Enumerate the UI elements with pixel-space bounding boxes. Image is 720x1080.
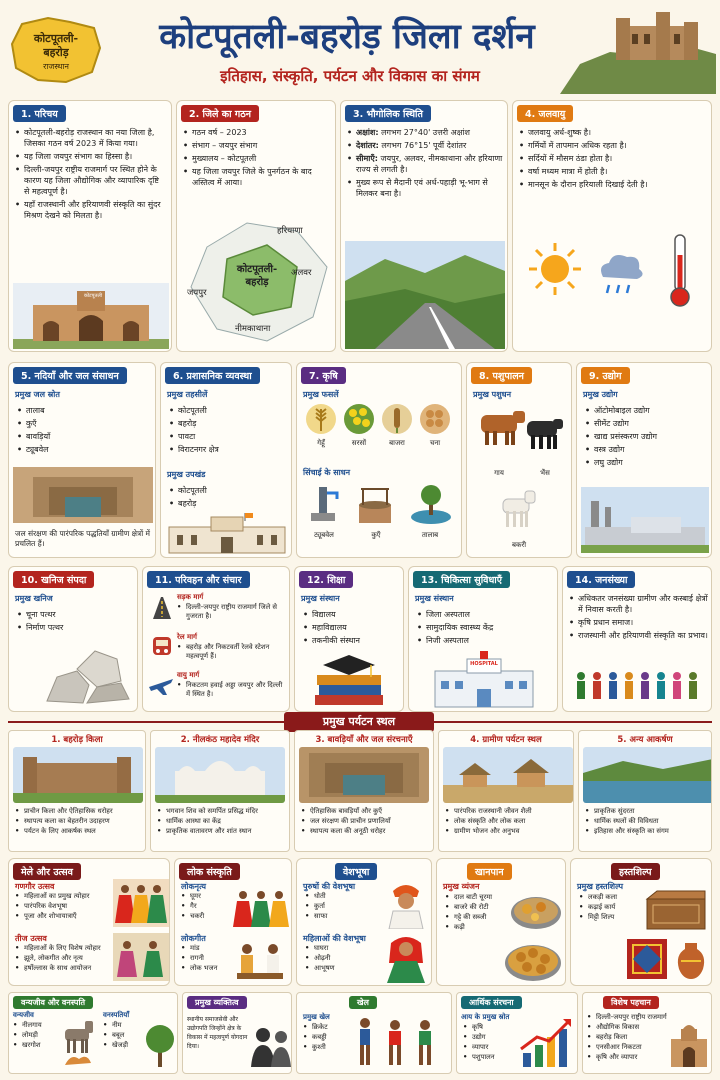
tour-card <box>8 730 146 852</box>
sub-heading: लोकगीत <box>181 934 206 943</box>
section-title: आर्थिक संरचना <box>461 996 522 1009</box>
list-item: • महाविद्यालय <box>303 622 403 633</box>
section-economy <box>456 992 578 1074</box>
crop-label: चना <box>429 439 441 447</box>
sub-heading: प्रमुख जल स्रोत <box>15 390 60 399</box>
factory-illustration <box>581 487 709 553</box>
section-minerals <box>8 566 138 712</box>
wheat-icon <box>305 403 337 435</box>
list-item: • मानसून के दौरान हरियाली दिखाई देती है। <box>519 179 709 190</box>
list-item: • कोटपूतली-बहरोड़ राजस्थान का नया जिला है, जिसका गठन वर्ष 2023 में किया गया। <box>15 127 165 149</box>
section-title: खानपान <box>467 863 512 880</box>
section-title: 11. परिवहन और संचार <box>147 571 250 588</box>
woman-attire-illustration <box>383 933 429 983</box>
stepwell-illustration <box>13 467 153 523</box>
list-item: • कुर्ता <box>305 902 375 911</box>
page-title: कोटपूतली-बहरोड़ जिला दर्शन <box>159 17 535 57</box>
map-label-north: हरियाणा <box>277 226 303 236</box>
list-item: • ओढ़नी <box>305 954 375 963</box>
list-item: • पावटा <box>169 431 289 442</box>
section-personalities <box>182 992 292 1074</box>
wooden-box-icon <box>643 887 709 933</box>
tourism-banner: प्रमुख पर्यटन स्थल <box>284 712 434 732</box>
header <box>0 0 720 96</box>
section-industry <box>576 362 712 558</box>
persons-icon <box>251 1023 291 1069</box>
thali-icon <box>509 889 563 931</box>
section-title: 8. पशुपालन <box>471 367 532 384</box>
latitude-value: लगभग 27°40' उत्तरी अक्षांश <box>381 128 470 137</box>
section-title: 2. जिले का गठन <box>181 105 259 122</box>
list-item: • औद्योगिक विकास <box>587 1023 671 1032</box>
list-item: • दिल्ली-जयपुर राष्ट्रीय राजमार्ग <box>587 1013 671 1022</box>
list-item: • महिलाओं के लिए विशेष त्योहार <box>15 944 113 953</box>
map-label-south: नीमकाथाना <box>235 324 271 334</box>
map-label-east: अलवर <box>291 268 312 278</box>
section-wildlife <box>8 992 178 1074</box>
list-item: • साफा <box>305 912 375 921</box>
list-item: • बहरोड़ <box>169 498 289 509</box>
train-icon <box>149 635 175 661</box>
list-item: • सामुदायिक स्वास्थ्य केंद्र <box>417 622 555 633</box>
embroidery-icon <box>625 937 669 981</box>
animal-label: भैंस <box>540 469 550 477</box>
list-item: • इतिहास और संस्कृति का संगम <box>585 827 707 836</box>
section-education <box>294 566 404 712</box>
growth-chart-icon <box>519 1017 575 1069</box>
sub-heading: प्रमुख संस्थान <box>301 594 340 603</box>
tour-title: 3. बावड़ियाँ और जल संरचनाएँ <box>315 735 413 745</box>
section-title: विशेष पहचान <box>603 996 659 1009</box>
section-livestock <box>466 362 572 558</box>
folk-singers-illustration <box>231 939 289 983</box>
hospital-sign: HOSPITAL <box>470 661 498 667</box>
road-icon <box>149 595 175 621</box>
list-item: • बबूल <box>103 1031 143 1040</box>
air-heading: वायु मार्ग <box>177 671 200 679</box>
list-item: • रागनी <box>181 954 235 963</box>
rail-heading: रेल मार्ग <box>177 633 197 641</box>
list-item: • खेजड़ी <box>103 1041 143 1050</box>
list-item: • तालाब <box>17 405 147 416</box>
list-item: • झूले, लोकगीत और नृत्य <box>15 954 113 963</box>
list-item: • महिलाओं का प्रमुख त्योहार <box>15 892 111 901</box>
sub-heading: लोकनृत्य <box>181 882 207 891</box>
tour-title: 2. नीलकंठ महादेव मंदिर <box>180 735 260 745</box>
list-item: • खाद्य प्रसंस्करण उद्योग <box>585 431 709 442</box>
nilgai-icon <box>59 1013 99 1069</box>
list-item: • गट्टे की सब्जी <box>445 913 511 922</box>
dal-bati-icon <box>503 937 563 983</box>
section-geography <box>340 100 508 352</box>
list-item: • मिट्टी शिल्प <box>579 913 641 922</box>
section-sports <box>296 992 452 1074</box>
section-identity <box>582 992 712 1074</box>
section-title: 1. परिचय <box>13 105 66 122</box>
gate-label: कोटपूतली <box>83 293 103 299</box>
irrigation-label: ट्यूबवेल <box>314 531 334 539</box>
sub-heading: प्रमुख फसलें <box>303 390 339 399</box>
sub-heading: प्रमुख व्यंजन <box>443 882 480 891</box>
tour-title: 4. ग्रामीण पर्यटन स्थल <box>470 735 542 745</box>
list-item: • ट्यूबवेल <box>17 444 147 455</box>
sub-heading: प्रमुख खेल <box>303 1013 330 1021</box>
section-administration <box>160 362 292 558</box>
list-item: • प्राकृतिक वातावरण और शांत स्थान <box>157 827 285 836</box>
section-title: 6. प्रशासनिक व्यवस्था <box>165 367 260 384</box>
list-item: • बावड़ियाँ <box>17 431 147 442</box>
section-title: 12. शिक्षा <box>299 571 353 588</box>
sub-heading: प्रमुख तहसीलें <box>167 390 208 399</box>
sub-heading: प्रमुख उद्योग <box>583 390 618 399</box>
list-item: • लकड़ी कला <box>579 893 641 902</box>
list-item: • खरगोश <box>13 1041 61 1050</box>
sub-heading: तीज उत्सव <box>15 934 47 943</box>
list-item: • ग्रामीण भोजन और अनुभव <box>445 827 569 836</box>
tour-card <box>294 730 434 852</box>
longitude-value: लगभग 76°15' पूर्वी देशांतर <box>381 141 467 150</box>
list-item: • नीम <box>103 1021 143 1030</box>
festival-dancers-illustration <box>113 879 169 927</box>
section-title: 3. भौगोलिक स्थिति <box>345 105 431 122</box>
sub-heading: वन्यजीव <box>13 1011 34 1019</box>
list-item: • यह जिला जयपुर जिले के पुनर्गठन के बाद अस्तित्व में आया। <box>183 166 331 188</box>
list-item: • घाघरा <box>305 944 375 953</box>
list-item: • अधिकतर जनसंख्या ग्रामीण और कस्बाई क्षेत्रों में निवास करती है। <box>569 593 709 615</box>
section-transport <box>142 566 290 712</box>
section-title: 7. कृषि <box>301 367 346 384</box>
list-item: • कृषि प्रधान समाज। <box>569 617 709 628</box>
list-item: • निजी अस्पताल <box>417 635 555 646</box>
badge-line1: कोटपूतली- <box>33 32 79 45</box>
list-item <box>347 153 505 175</box>
section-formation <box>176 100 336 352</box>
well-icon <box>355 483 395 525</box>
list-item: • एनसीआर निकटता <box>587 1043 671 1052</box>
section-title: वन्यजीव और वनस्पति <box>13 996 93 1009</box>
list-item: • सीमेंट उद्योग <box>585 418 709 429</box>
list-item: • चूना पत्थर <box>17 609 135 620</box>
map-center-label: बहरोड़ <box>245 277 269 288</box>
list-item <box>347 140 505 151</box>
section-intro <box>8 100 172 352</box>
sub-heading: प्रमुख संस्थान <box>415 594 454 603</box>
list-item: • दिल्ली-जयपुर राष्ट्रीय राजमार्ग पर स्थित होने के कारण यह जिला औद्योगिक और व्यापारिक दृष्टि से महत्वपूर्ण है। <box>15 164 165 197</box>
list-item: • कुश्ती <box>303 1043 351 1052</box>
tree-icon <box>143 1023 177 1069</box>
list-item: • दिल्ली-जयपुर राष्ट्रीय राजमार्ग जिले से गुजरता है। <box>177 603 287 621</box>
list-item: • नीलगाय <box>13 1021 61 1030</box>
list-item: • धार्मिक आस्था का केंद्र <box>157 817 285 826</box>
tour-card <box>150 730 290 852</box>
section-title: 14. जनसंख्या <box>567 571 635 588</box>
road-heading: सड़क मार्ग <box>177 593 204 601</box>
section-agriculture <box>296 362 462 558</box>
list-item: • आभूषण <box>305 964 375 973</box>
buffalo-icon <box>519 413 569 453</box>
badge-line2: बहरोड़ <box>43 46 69 59</box>
mustard-icon <box>343 403 375 435</box>
section-dress <box>296 858 432 986</box>
goat-icon <box>493 485 543 533</box>
landscape-illustration <box>345 241 505 349</box>
list-item: • ऐतिहासिक बावड़ियाँ और कुएँ <box>301 807 429 816</box>
list-item: • यहाँ राजस्थानी और हरियाणवी संस्कृति का सुंदर मिश्रण देखने को मिलता है। <box>15 199 165 221</box>
list-item: • लघु उद्योग <box>585 457 709 468</box>
sub-heading: गणगौर उत्सव <box>15 882 55 891</box>
section-food <box>436 858 566 986</box>
list-item: • तकनीकी संस्थान <box>303 635 403 646</box>
crop-label: गेहूँ <box>317 439 325 447</box>
list-item: • प्राचीन किला और ऐतिहासिक धरोहर <box>15 807 141 816</box>
list-item: • स्थापत्य कला का बेहतरीन उदाहरण <box>15 817 141 826</box>
list-item: • घूमर <box>181 892 235 901</box>
sub-heading: वनस्पतियाँ <box>103 1011 130 1019</box>
section-title: 10. खनिज संपदा <box>13 571 94 588</box>
crop-label: बाजरा <box>389 439 405 447</box>
list-item: • लोक संस्कृति और लोक कला <box>445 817 569 826</box>
airplane-icon <box>147 673 175 697</box>
sub-heading: आय के प्रमुख स्रोत <box>461 1013 510 1021</box>
list-item: • पर्यटन के लिए आकर्षक स्थल <box>15 827 141 836</box>
list-item: • सर्दियों में मौसम ठंडा होता है। <box>519 153 709 164</box>
list-item: • पारंपरिक वेशभूषा <box>15 902 111 911</box>
hospital-icon <box>429 651 539 709</box>
section-title: 9. उद्योग <box>581 367 630 384</box>
animal-label: गाय <box>494 469 504 477</box>
list-item: • चकरी <box>181 912 235 921</box>
list-item: • कढ़ी <box>445 923 511 932</box>
list-item: • निकटतम हवाई अड्डा जयपुर और दिल्ली में स्थित है। <box>177 681 287 699</box>
list-item: • पशुपालन <box>463 1053 517 1062</box>
fort-photo <box>13 747 143 803</box>
pond-icon <box>409 483 453 525</box>
section-title: हस्तशिल्प <box>611 863 660 880</box>
section-climate <box>512 100 712 352</box>
section-folk-culture <box>174 858 292 986</box>
border-key: सीमाएँ: <box>356 154 378 163</box>
books-icon <box>309 649 389 709</box>
list-item: • कोटपूतली <box>169 485 289 496</box>
badge-line3: राजस्थान <box>43 62 69 71</box>
list-item: • बहरोड़ किला <box>587 1033 671 1042</box>
list-item: • मांड <box>181 944 235 953</box>
folk-dance-illustration <box>231 887 289 931</box>
page-subtitle: इतिहास, संस्कृति, पर्यटन और विकास का संगम <box>220 67 480 85</box>
sub-heading: प्रमुख पशुधन <box>473 390 512 399</box>
longitude-key: देशांतर: <box>356 141 379 150</box>
sun-icon <box>527 241 583 297</box>
man-turban-illustration <box>383 879 429 929</box>
border-value: जयपुर, अलवर, नीमकाथाना और हरियाणा राज्य से लगती है। <box>356 154 503 174</box>
list-item: • धोती <box>305 892 375 901</box>
irrigation-label: कुएँ <box>371 531 381 539</box>
section-water <box>8 362 156 558</box>
list-item: • मुख्यालय – कोटपूतली <box>183 153 331 164</box>
map-center-label: कोटपूतली- <box>236 264 278 275</box>
list-item: • ऑटोमोबाइल उद्योग <box>585 405 709 416</box>
stepwell-photo <box>299 747 429 803</box>
sub-heading: पुरुषों की वेशभूषा <box>303 882 356 891</box>
gram-icon <box>419 403 451 435</box>
list-item: • प्राकृतिक सुंदरता <box>585 807 707 816</box>
millet-icon <box>381 403 413 435</box>
list-item: • संभाग – जयपुर संभाग <box>183 140 331 151</box>
list-item: • राजस्थानी और हरियाणवी संस्कृति का प्रभाव। <box>569 630 709 641</box>
lake-photo <box>583 747 712 803</box>
list-item: • कोटपूतली <box>169 405 289 416</box>
sub-heading: महिलाओं की वेशभूषा <box>303 934 366 943</box>
list-item: • स्थापत्य कला की अनूठी धरोहर <box>301 827 429 836</box>
list-item: • पूजा और शोभायात्राएँ <box>15 912 111 921</box>
list-item: • यह जिला जयपुर संभाग का हिस्सा है। <box>15 151 165 162</box>
list-item: • लोमड़ी <box>13 1031 61 1040</box>
list-item: • जिला अस्पताल <box>417 609 555 620</box>
list-item: • मुख्य रूप से मैदानी एवं अर्ध-पहाड़ी भू-भाग से मिलकर बना है। <box>347 177 505 199</box>
section-fairs <box>8 858 170 986</box>
list-item: • विराटनगर क्षेत्र <box>169 444 289 455</box>
personalities-text: स्थानीय समाजसेवी और उद्योगपति जिन्होंने क्षेत्र के विकास में महत्वपूर्ण योगदान दिया। <box>187 1016 248 1050</box>
temple-photo <box>155 747 285 803</box>
monument-icon <box>667 1019 711 1069</box>
list-item: • उद्योग <box>463 1033 517 1042</box>
list-item: • निर्माण पत्थर <box>17 622 135 633</box>
section-medical <box>408 566 558 712</box>
list-item: • जल संरक्षण की प्राचीन प्रणालियाँ <box>301 817 429 826</box>
district-badge <box>8 14 104 86</box>
list-item: • लोक भजन <box>181 964 235 973</box>
list-item: • गर्मियों में तापमान अधिक रहता है। <box>519 140 709 151</box>
map-label-west: जयपुर <box>187 288 207 298</box>
irrigation-label: तालाब <box>421 531 439 539</box>
section-title: लोक संस्कृति <box>179 863 240 880</box>
list-item: • विद्यालय <box>303 609 403 620</box>
note: जल संरक्षण की पारंपरिक पद्धतियाँ ग्रामीण क्षेत्रों में प्रचलित हैं। <box>15 529 151 548</box>
teej-swing-illustration <box>113 933 169 981</box>
list-item: • हर्षोल्लास के साथ आयोजन <box>15 964 113 973</box>
list-item: • कबड्डी <box>303 1033 351 1042</box>
sub-heading: सिंचाई के साधन <box>303 468 351 477</box>
section-title: 5. नदियाँ और जल संसाधन <box>13 367 127 384</box>
list-item: • भगवान शिव को समर्पित प्रसिद्ध मंदिर <box>157 807 285 816</box>
tour-title: 1. बहरोड़ किला <box>51 735 103 745</box>
sub-heading: प्रमुख हस्तशिल्प <box>577 882 624 891</box>
sub-heading: प्रमुख खनिज <box>15 594 53 603</box>
tourism-row <box>8 730 712 854</box>
list-item: • गठन वर्ष – 2023 <box>183 127 331 138</box>
latitude-key: अक्षांश: <box>356 128 379 137</box>
kabaddi-players-illustration <box>351 1011 449 1071</box>
tour-title: 5. अन्य आकर्षण <box>617 735 673 745</box>
section-population <box>562 566 712 712</box>
list-item: • कृषि <box>463 1023 517 1032</box>
pottery-icon <box>673 939 709 981</box>
section-handicraft <box>570 858 712 986</box>
list-item: • वर्षा मध्यम मात्रा में होती है। <box>519 166 709 177</box>
list-item: • कढ़ाई कार्य <box>579 903 641 912</box>
section-title: 13. चिकित्सा सुविधाएँ <box>413 571 510 588</box>
crop-label: सरसों <box>351 439 367 447</box>
list-item: • व्यापार <box>463 1043 517 1052</box>
stones-illustration <box>37 641 133 707</box>
sub-heading: प्रमुख उपखंड <box>167 470 206 479</box>
list-item: • कृषि और व्यापार <box>587 1053 671 1062</box>
animal-label: बकरी <box>511 541 527 549</box>
list-item: • दाल बाटी चूरमा <box>445 893 511 902</box>
list-item: • बाजरे की रोटी <box>445 903 511 912</box>
list-item: • क्रिकेट <box>303 1023 351 1032</box>
section-title: 4. जलवायु <box>517 105 573 122</box>
list-item: • बहरोड़ <box>169 418 289 429</box>
list-item: • कुएँ <box>17 418 147 429</box>
list-item: • जलवायु अर्ध-शुष्क है। <box>519 127 709 138</box>
list-item <box>347 127 505 138</box>
list-item: • वस्त्र उद्योग <box>585 444 709 455</box>
list-item: • बहरोड़ और निकटवर्ती रेलवे स्टेशन महत्वपूर्ण हैं। <box>177 643 287 661</box>
fort-illustration <box>560 4 716 94</box>
section-title: खेल <box>349 996 377 1009</box>
list-item: • गैर <box>181 902 235 911</box>
thermometer-icon <box>665 231 695 311</box>
village-photo <box>443 747 573 803</box>
government-building-illustration <box>165 513 289 555</box>
tubewell-icon <box>305 483 341 525</box>
tour-card <box>578 730 712 852</box>
section-title: प्रमुख व्यक्तित्व <box>187 996 247 1009</box>
list-item: • धार्मिक स्थलों की विविधता <box>585 817 707 826</box>
tour-card <box>438 730 574 852</box>
section-title: वेशभूषा <box>335 863 377 880</box>
people-icon <box>573 671 703 701</box>
list-item: • पारंपरिक राजस्थानी जीवन शैली <box>445 807 569 816</box>
section-title: मेले और उत्सव <box>13 863 81 880</box>
rain-cloud-icon <box>593 247 647 301</box>
